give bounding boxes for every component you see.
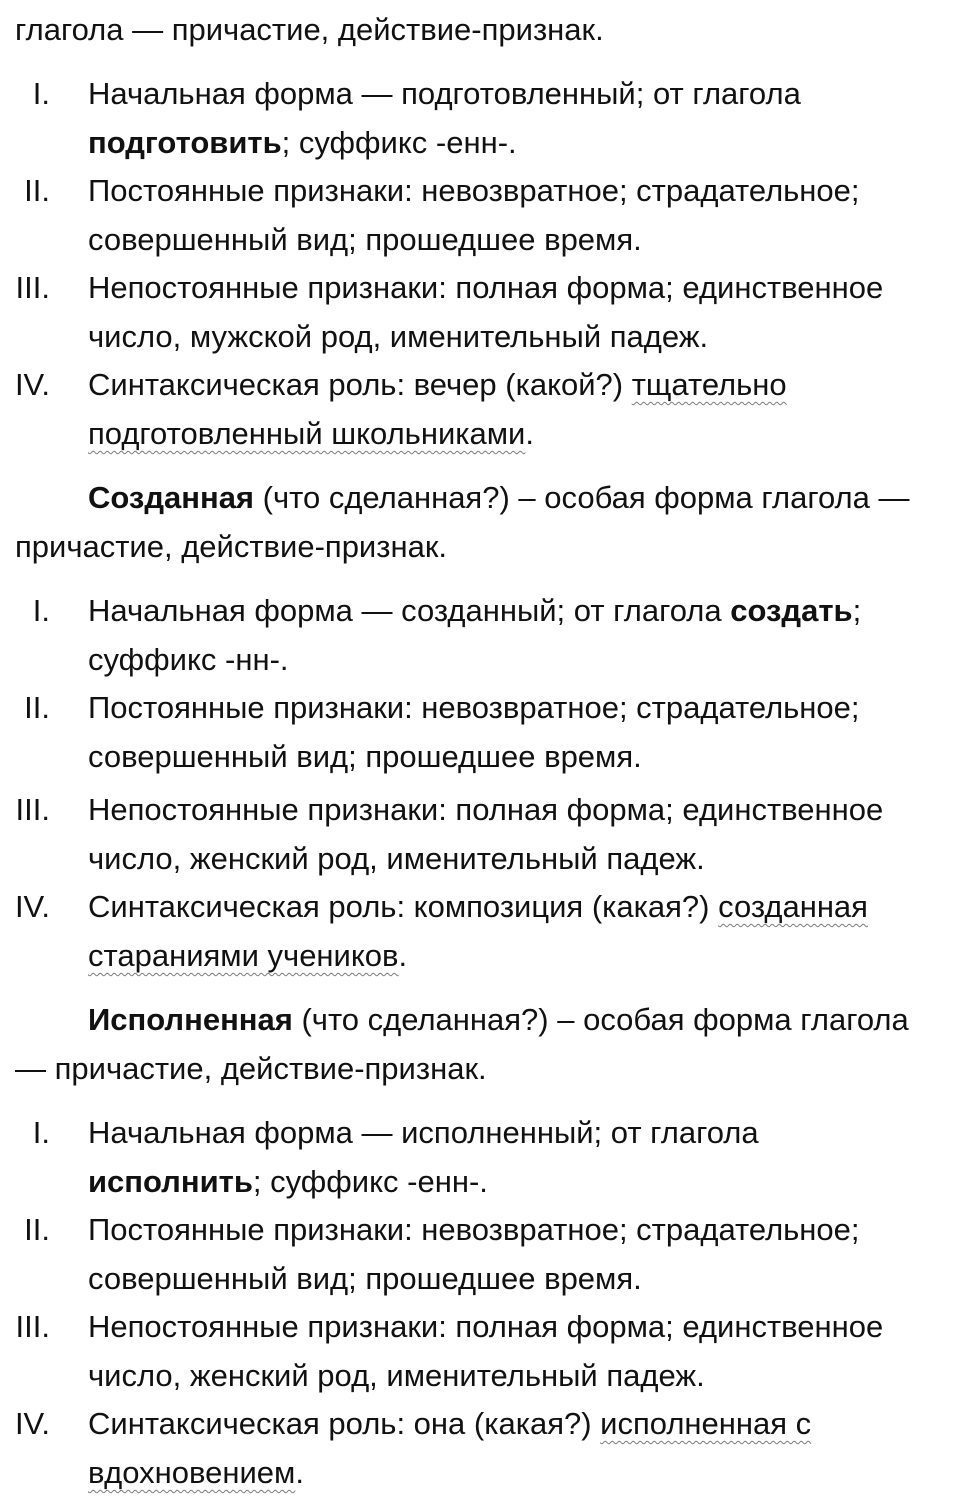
list-item-line: Постоянные признаки: невозвратное; страдательное; (88, 1212, 860, 1247)
list-item-line (88, 123, 517, 163)
bold-term: исполнить (88, 1164, 253, 1199)
list-item-text: ; (852, 593, 862, 628)
list-number: III. (15, 792, 50, 827)
bold-term: создать (730, 593, 853, 628)
list-item-line: совершенный вид; прошедшее время. (88, 1261, 642, 1296)
list-item-text: . (295, 1455, 304, 1490)
list-item-line: число, женский род, именительный падеж. (88, 841, 705, 876)
list-item-text: Синтаксическая роль: вечер (какой?) (88, 367, 632, 402)
list-number: IV. (14, 889, 50, 924)
list-item-line: Начальная форма — исполненный; от глагола (88, 1115, 759, 1150)
bold-term: Созданная (88, 480, 255, 515)
list-item-text: . (525, 416, 535, 451)
list-number: I. (32, 1115, 50, 1150)
list-item-text: . (398, 938, 408, 973)
list-item-line: число, женский род, именительный падеж. (88, 1358, 705, 1393)
list-item-line (88, 365, 787, 405)
list-item-line (88, 591, 861, 631)
list-item-text: ; суффикс -енн-. (281, 125, 517, 160)
paragraph-line: — причастие, действие-признак. (15, 1051, 487, 1086)
list-item-line: Непостоянные признаки: полная форма; единственное (88, 270, 884, 305)
bold-term: подготовить (88, 125, 282, 160)
list-item-text: ; суффикс -енн-. (252, 1164, 488, 1199)
spellcheck-underlined-text: исполненная с (600, 1406, 812, 1441)
paragraph-text: (что сделанная?) – особая форма глагола — (254, 480, 910, 515)
list-item-line: Непостоянные признаки: полная форма; единственное (88, 1309, 884, 1344)
spellcheck-underlined-text: тщательно (631, 367, 787, 402)
list-item-line: число, мужской род, именительный падеж. (88, 319, 709, 354)
list-item-line (88, 1162, 488, 1202)
list-number: IV. (14, 367, 50, 402)
paragraph-line (88, 1000, 909, 1040)
spellcheck-underlined-text: подготовленный школьниками (88, 416, 526, 451)
list-number: I. (32, 593, 50, 628)
paragraph-line: причастие, действие-признак. (15, 529, 448, 564)
list-item-line (88, 414, 534, 454)
list-item-text: Начальная форма — созданный; от глагола (88, 593, 731, 628)
paragraph-tail-line: глагола — причастие, действие-признак. (15, 12, 604, 47)
spellcheck-underlined-text: вдохновением (88, 1455, 296, 1490)
list-number: II. (24, 690, 50, 725)
list-item-line: Постоянные признаки: невозвратное; страдательное; (88, 173, 860, 208)
list-item-line: Постоянные признаки: невозвратное; страдательное; (88, 690, 860, 725)
list-item-line: совершенный вид; прошедшее время. (88, 739, 642, 774)
list-number: III. (15, 1309, 50, 1344)
list-number: I. (32, 76, 50, 111)
spellcheck-underlined-text: стараниями учеников (88, 938, 399, 973)
list-item-line: суффикс -нн-. (88, 642, 289, 677)
paragraph-text: (что сделанная?) – особая форма глагола (292, 1002, 909, 1037)
list-item-text: Синтаксическая роль: композиция (какая?) (88, 889, 719, 924)
list-number: II. (24, 1212, 50, 1247)
list-item-line (88, 887, 868, 927)
list-item-line: Начальная форма — подготовленный; от глагола (88, 76, 801, 111)
bold-term: Исполненная (88, 1002, 293, 1037)
paragraph-line (88, 478, 910, 518)
list-item-line (88, 1404, 811, 1444)
spellcheck-underlined-text: созданная (718, 889, 868, 924)
list-item-line (88, 936, 407, 976)
list-number: IV. (14, 1406, 50, 1441)
list-number: II. (24, 173, 50, 208)
list-item-line (88, 1453, 304, 1493)
list-item-line: совершенный вид; прошедшее время. (88, 222, 642, 257)
list-item-text: Синтаксическая роль: она (какая?) (88, 1406, 601, 1441)
list-number: III. (15, 270, 50, 305)
list-item-line: Непостоянные признаки: полная форма; единственное (88, 792, 884, 827)
